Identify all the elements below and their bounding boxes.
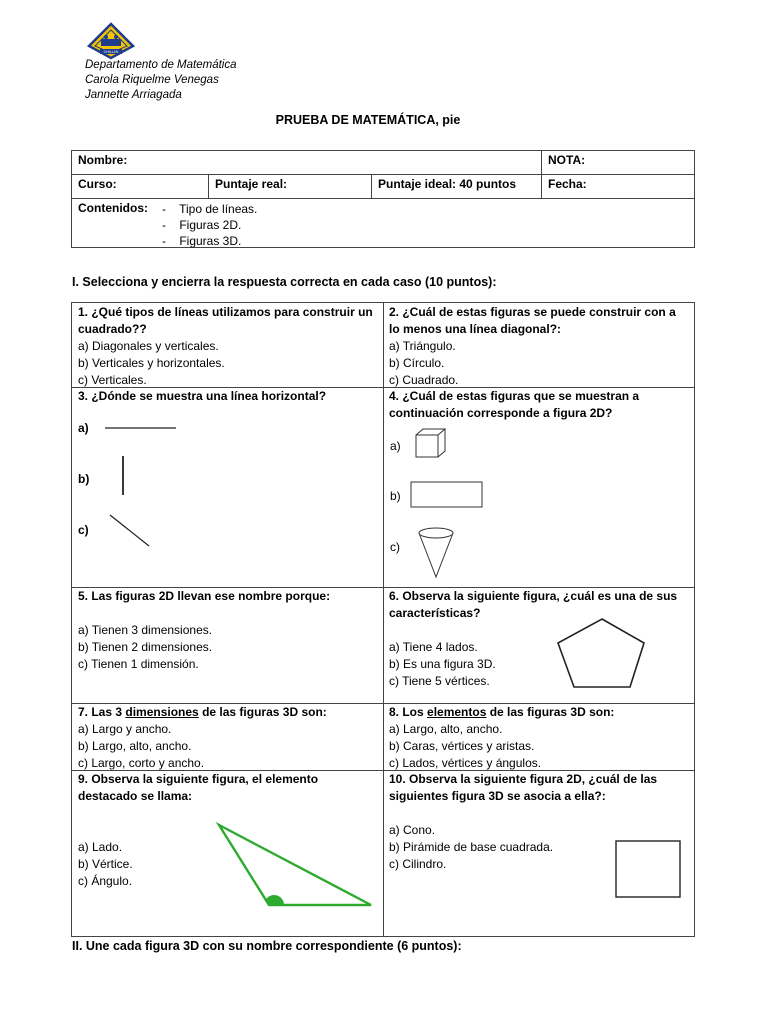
question-4-option-c[interactable]: c) (390, 540, 400, 554)
question-1-text: 1. ¿Qué tipos de líneas utilizamos para construir un cuadrado?? (78, 305, 373, 336)
puntaje-ideal-cell: Puntaje ideal: 40 puntos (372, 175, 542, 199)
contenido-item: - Tipo de líneas. (162, 202, 258, 216)
question-10-option-b[interactable]: b) Pirámide de base cuadrada. (389, 840, 554, 854)
rectangle-figure[interactable] (410, 481, 484, 509)
question-9-option-a[interactable]: a) Lado. (78, 840, 123, 854)
question-10-option-c[interactable]: c) Cilindro. (389, 857, 447, 871)
curso-cell[interactable]: Curso: (72, 175, 209, 199)
triangle-figure (214, 821, 376, 911)
question-6-option-c[interactable]: c) Tiene 5 vértices. (389, 674, 490, 688)
questions-grid (71, 302, 695, 937)
question-2-option-a[interactable]: a) Triángulo. (389, 339, 456, 353)
question-9-text: 9. Observa la siguiente figura, el elemento destacado se llama: (78, 772, 319, 803)
contenidos-list (162, 201, 257, 249)
question-7-option-b[interactable]: b) Largo, alto, ancho. (78, 739, 192, 753)
question-3-text: 3. ¿Dónde se muestra una línea horizontal? (78, 389, 327, 403)
question-2 (383, 303, 695, 390)
contenidos-label: Contenidos: (78, 201, 148, 215)
question-8-text: 8. Los elementos de las figuras 3D son: (389, 705, 615, 719)
question-1 (72, 303, 383, 390)
question-10-option-a[interactable]: a) Cono. (389, 823, 436, 837)
question-1-option-a[interactable]: a) Diagonales y verticales. (78, 339, 219, 353)
horizontal-line-figure[interactable] (104, 423, 178, 433)
page-title: PRUEBA DE MATEMÁTICA, pie (275, 113, 461, 127)
section-2-title: II. Une cada figura 3D con su nombre correspondiente (6 puntos): (72, 939, 462, 953)
question-4-text: 4. ¿Cuál de estas figuras que se muestran a continuación corresponde a figura 2D? (389, 389, 640, 420)
header-department: Departamento de Matemática (85, 59, 237, 71)
cube-figure[interactable] (414, 427, 448, 459)
nombre-cell[interactable]: Nombre: (72, 151, 542, 175)
question-2-text: 2. ¿Cuál de estas figuras se puede construir con a lo menos una línea diagonal?: (389, 305, 676, 336)
question-5 (72, 587, 383, 674)
question-6-option-a[interactable]: a) Tiene 4 lados. (389, 640, 478, 654)
question-10-text: 10. Observa la siguiente figura 2D, ¿cuál de las siguientes figura 3D se asocia a ella?: (389, 772, 658, 803)
question-1-option-b[interactable]: b) Verticales y horizontales. (78, 356, 225, 370)
question-7 (72, 703, 383, 773)
square-figure (614, 839, 682, 899)
header-teacher-1: Carola Riquelme Venegas (85, 74, 219, 86)
question-3-option-c[interactable]: c) (78, 523, 89, 537)
header-lines (85, 58, 237, 103)
logo-text: CHILLAN (103, 50, 119, 54)
question-9-option-c[interactable]: c) Ángulo. (78, 874, 133, 888)
question-3 (72, 387, 383, 406)
question-1-option-c[interactable]: c) Verticales. (78, 373, 147, 387)
question-6 (383, 587, 695, 691)
question-6-option-b[interactable]: b) Es una figura 3D. (389, 657, 496, 671)
highlighted-angle-icon (266, 895, 284, 905)
question-8-option-a[interactable]: a) Largo, alto, ancho. (389, 722, 503, 736)
question-7-option-c[interactable]: c) Largo, corto y ancho. (78, 756, 205, 770)
question-5-text: 5. Las figuras 2D llevan ese nombre porque: (78, 589, 331, 603)
nota-cell[interactable]: NOTA: (542, 151, 695, 175)
question-6-text: 6. Observa la siguiente figura, ¿cuál es una de sus características? (389, 589, 678, 620)
cone-figure[interactable] (416, 525, 456, 579)
question-5-option-b[interactable]: b) Tienen 2 dimensiones. (78, 640, 213, 654)
pentagon-figure (556, 617, 648, 691)
student-info-table (71, 150, 695, 248)
question-8-option-c[interactable]: c) Lados, vértices y ángulos. (389, 756, 542, 770)
question-4-option-a[interactable]: a) (390, 439, 401, 453)
contenido-item: - Figuras 3D. (162, 234, 242, 248)
question-3-option-a[interactable]: a) (78, 421, 89, 435)
question-9-option-b[interactable]: b) Vértice. (78, 857, 133, 871)
header-teacher-2: Jannette Arriagada (85, 89, 182, 101)
school-logo (86, 22, 136, 60)
question-5-option-c[interactable]: c) Tienen 1 dimensión. (78, 657, 199, 671)
puntaje-real-cell[interactable]: Puntaje real: (209, 175, 372, 199)
question-2-option-c[interactable]: c) Cuadrado. (389, 373, 459, 387)
question-2-option-b[interactable]: b) Círculo. (389, 356, 445, 370)
question-5-option-a[interactable]: a) Tienen 3 dimensiones. (78, 623, 213, 637)
question-4 (383, 387, 695, 423)
contenidos-cell (72, 199, 695, 248)
question-7-option-a[interactable]: a) Largo y ancho. (78, 722, 172, 736)
question-8 (383, 703, 695, 773)
question-8-option-b[interactable]: b) Caras, vértices y aristas. (389, 739, 535, 753)
diagonal-line-figure[interactable] (108, 513, 152, 549)
vertical-line-figure[interactable] (118, 455, 128, 497)
question-7-text: 7. Las 3 dimensiones de las figuras 3D son: (78, 705, 327, 719)
fecha-cell[interactable]: Fecha: (542, 175, 695, 199)
question-3-option-b[interactable]: b) (78, 472, 90, 486)
question-4-option-b[interactable]: b) (390, 489, 401, 503)
section-1-title: I. Selecciona y encierra la respuesta correcta en cada caso (10 puntos): (72, 275, 497, 289)
contenido-item: - Figuras 2D. (162, 218, 242, 232)
